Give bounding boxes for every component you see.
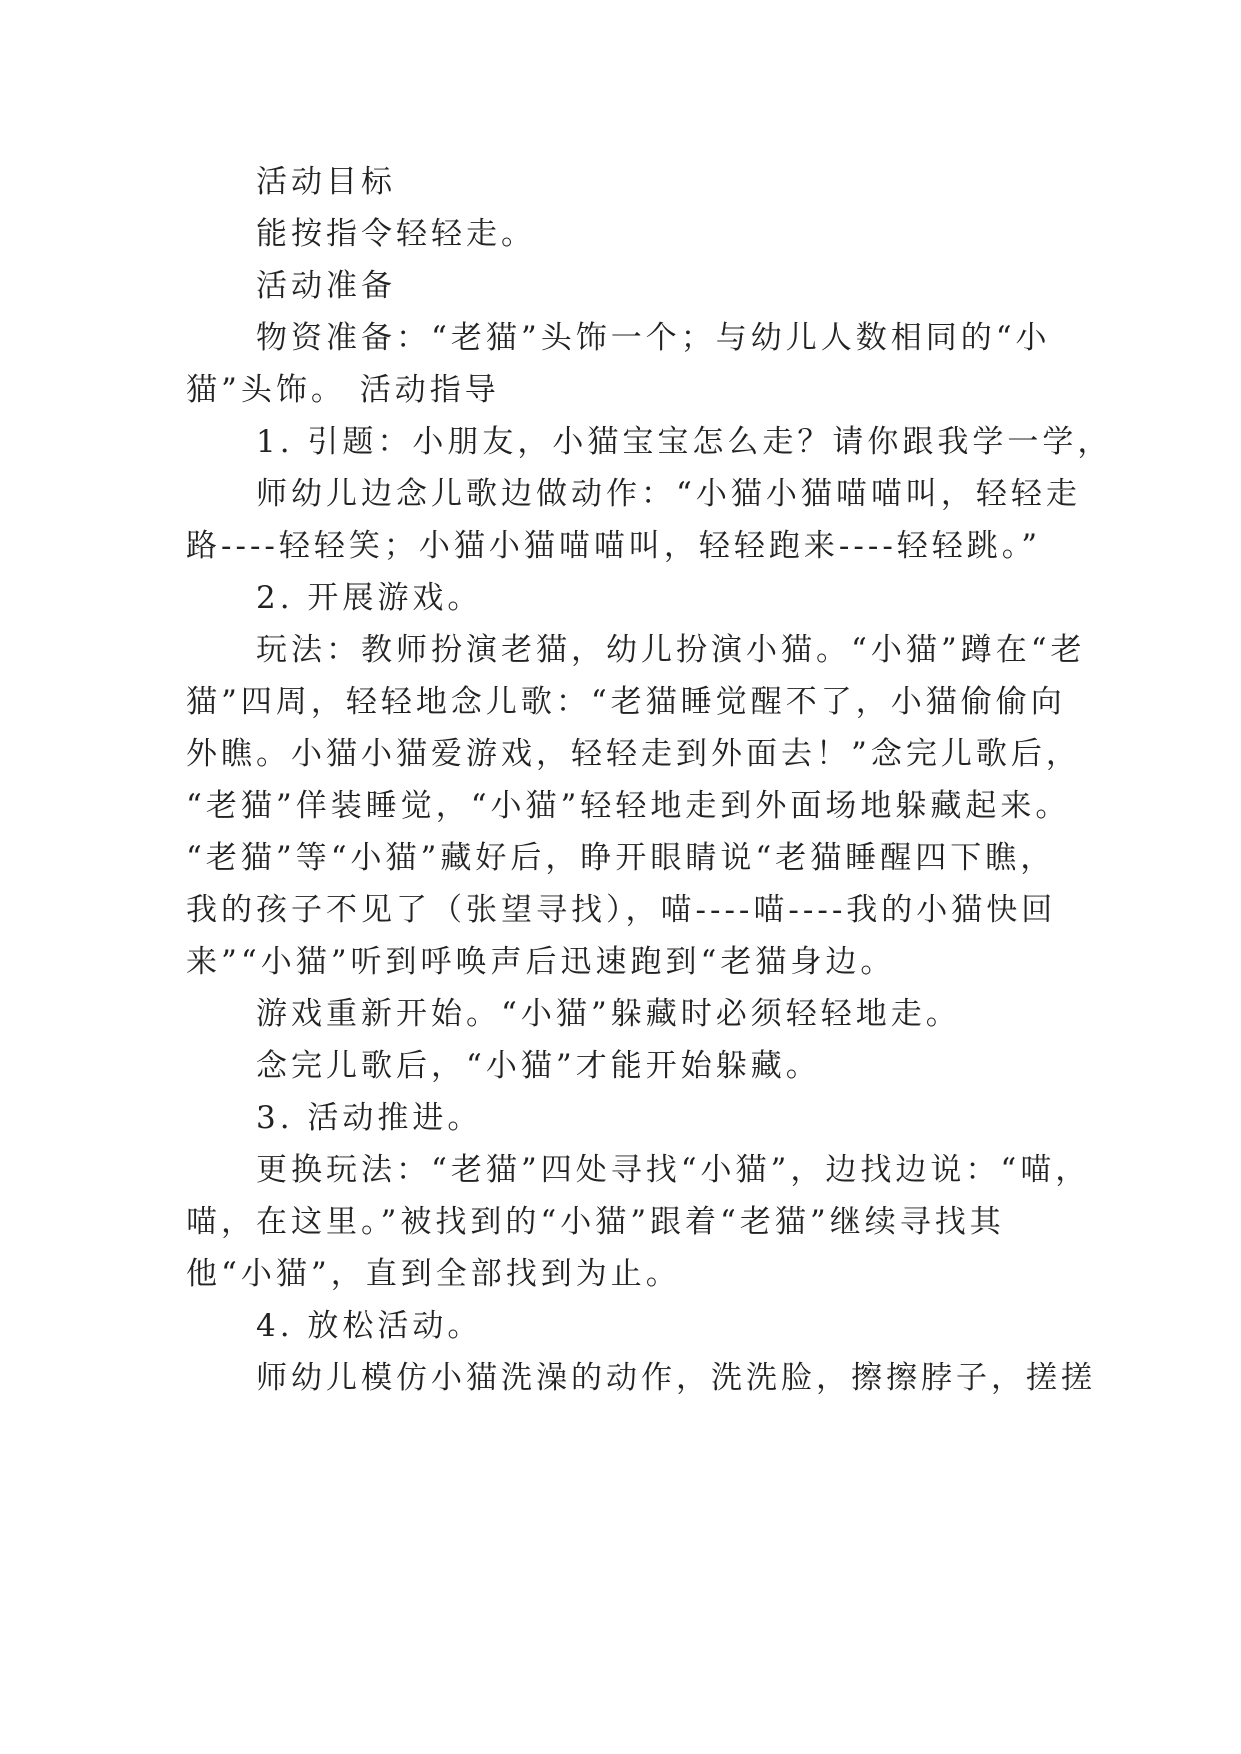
paragraph-line: 路----轻轻笑；小猫小猫喵喵叫，轻轻跑来----轻轻跳。” — [186, 528, 1042, 564]
paragraph-line: “老猫”等“小猫”藏好后，睁开眼睛说“老猫睡醒四下瞧， — [186, 840, 1056, 876]
paragraph-line: 能按指令轻轻走。 — [256, 216, 536, 252]
paragraph-line: 师幼儿边念儿歌边做动作：“小猫小猫喵喵叫，轻轻走 — [256, 476, 1081, 512]
heading-activity-preparation: 活动准备 — [256, 268, 396, 304]
paragraph-line: 更换玩法：“老猫”四处寻找“小猫”，边找边说：“喵， — [256, 1152, 1091, 1188]
paragraph-line: 游戏重新开始。“小猫”躲藏时必须轻轻地走。 — [256, 996, 961, 1032]
paragraph-line: 物资准备：“老猫”头饰一个；与幼儿人数相同的“小 — [256, 320, 1051, 356]
step-4-line: 4. 放松活动。 — [256, 1308, 483, 1344]
paragraph-line: 他“小猫”，直到全部找到为止。 — [186, 1256, 681, 1292]
paragraph-line: 我的孩子不见了（张望寻找），喵----喵----我的小猫快回 — [186, 892, 1057, 928]
paragraph-line: 喵，在这里。”被找到的“小猫”跟着“老猫”继续寻找其 — [186, 1204, 1005, 1240]
paragraph-line: 外瞧。小猫小猫爱游戏，轻轻走到外面去！”念完儿歌后， — [186, 736, 1081, 772]
step-3-line: 3. 活动推进。 — [256, 1100, 483, 1136]
paragraph-line: 来”“小猫”听到呼唤声后迅速跑到“老猫身边。 — [186, 944, 896, 980]
paragraph-line: 猫”头饰。 活动指导 — [186, 372, 500, 408]
step-2-line: 2. 开展游戏。 — [256, 580, 483, 616]
paragraph-line: 猫”四周，轻轻地念儿歌：“老猫睡觉醒不了，小猫偷偷向 — [186, 684, 1066, 720]
paragraph-line: 玩法：教师扮演老猫，幼儿扮演小猫。“小猫”蹲在“老 — [256, 632, 1086, 668]
paragraph-line: “老猫”佯装睡觉，“小猫”轻轻地走到外面场地躲藏起来。 — [186, 788, 1071, 824]
step-1-line: 1. 引题：小朋友，小猫宝宝怎么走？请你跟我学一学， — [256, 424, 1113, 460]
paragraph-line: 师幼儿模仿小猫洗澡的动作，洗洗脸，擦擦脖子，搓搓 — [256, 1360, 1096, 1396]
paragraph-line: 念完儿歌后，“小猫”才能开始躲藏。 — [256, 1048, 821, 1084]
heading-activity-goal: 活动目标 — [256, 164, 396, 200]
